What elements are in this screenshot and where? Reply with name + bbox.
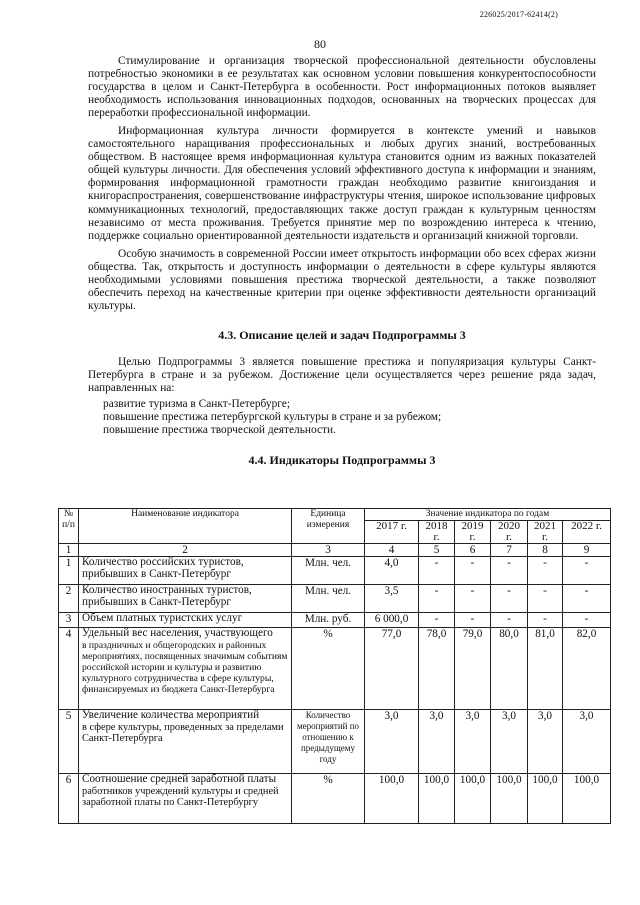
value-cell: 3,0 [365,710,419,774]
index-cell: 5 [419,544,455,557]
value-cell: 82,0 [563,628,611,710]
table-row [59,613,611,628]
section-heading-4-3: 4.3. Описание целей и задач Подпрограммы 3 [218,327,466,342]
index-cell: 4 [365,544,419,557]
table-index-row [59,544,611,557]
indicator-unit: Млн. чел. [292,585,365,613]
value-cell: - [528,557,563,585]
paragraph: Информационная культура личности формируется в контексте умений и навыков самостоятельного наращивания профессиональных и любых других знаний, востребованных обществом. В настоящее время информационная культура становится одним из важных показателей общей культуры личности. Для обеспечения условий эффективного доступа к информации и знаниям, формирования информационной грамотности граждан необходимо развитие книгоиздания и книгораспространения, совершенствование инфраструктуры чтения, широкое использование цифровых коммуникационных технологий, предоставляющих также доступ граждан к культурным ценностям независимо от места проживания. Требуется принятие мер по возрождению интереса к чтению, поддержке социально ориентированной деятельности издательств и организаций книжной торговли. [88,125,596,242]
table-row [59,774,611,824]
value-cell: 3,0 [455,710,491,774]
header-year: 2019 г. [455,521,491,544]
page-body [88,55,596,473]
value-cell: 6 000,0 [365,613,419,628]
task-item: повышение престижа петербургской культуры в стране и за рубежом; [103,411,442,424]
value-cell: - [563,613,611,628]
table-row [59,585,611,613]
header-values: Значение индикатора по годам [365,509,611,521]
value-cell: 81,0 [528,628,563,710]
value-cell: 3,0 [563,710,611,774]
index-cell: 6 [455,544,491,557]
section-heading-4-4: 4.4. Индикаторы Подпрограммы 3 [248,453,436,468]
document-id: 226025/2017-62414(2) [479,10,558,19]
indicator-name-continued: работников учреждений культуры и средней заработной платы по Санкт-Петербургу [82,785,279,809]
indicator-name-continued: в праздничных и общегородских и районных мероприятиях, посвященных значимым событиям российской истории и культуры и развитию культурного сотрудничества в сфере культуры, финансируемых из бюджета Санкт-Петербурга [82,639,288,696]
header-unit: Единица измерения [292,509,365,544]
value-cell: 3,0 [419,710,455,774]
paragraph: Стимулирование и организация творческой профессиональной деятельности обусловлены потребностью экономики в ее результатах как основном условии повышения конкурентоспособности государства в целом и Санкт-Петербурга в особенности. Рост информационных потоков выявляет необходимость использования инновационных подходов, основанных на творческих процессах для переработки профессиональной информации. [88,55,596,120]
value-cell: - [455,613,491,628]
value-cell: 4,0 [365,557,419,585]
indicator-name [79,628,292,710]
header-year: 2020 г. [491,521,528,544]
table-header-row [59,509,611,521]
indicator-name: Количество иностранных туристов, прибывших в Санкт-Петербург [79,585,292,613]
task-item: развитие туризма в Санкт-Петербурге; [103,398,291,411]
value-cell: 80,0 [491,628,528,710]
value-cell: - [419,557,455,585]
value-cell: - [491,585,528,613]
indicator-name-line: Удельный вес населения, участвующего [82,627,273,639]
value-cell: 100,0 [455,774,491,824]
indicator-unit: Количество мероприятий по отношению к предыдущему году [292,710,365,774]
paragraph: Особую значимость в современной России имеет открытость информации обо всех сферах жизни общества. Так, открытость и доступность информации о деятельности в сфере культуры являются необходимыми условиями повышения престижа творческой деятельности, а также позволяют обеспечить переход на качественные критерии при оценке эффективности деятельности организаций культуры. [88,247,596,312]
value-cell: - [419,585,455,613]
index-cell: 3 [292,544,365,557]
value-cell: - [419,613,455,628]
indicator-unit: % [292,628,365,710]
header-name: Наименование индикатора [79,509,292,544]
indicator-name: Объем платных туристских услуг [79,613,292,628]
indicator-unit: % [292,774,365,824]
value-cell: 100,0 [491,774,528,824]
indicator-name-line: Увеличение количества мероприятий [82,709,260,721]
value-cell: - [528,613,563,628]
value-cell: 100,0 [563,774,611,824]
index-cell: 8 [528,544,563,557]
row-number: 2 [59,585,79,613]
value-cell: - [455,557,491,585]
row-number: 3 [59,613,79,628]
value-cell: - [563,585,611,613]
index-cell: 9 [563,544,611,557]
index-cell: 2 [79,544,292,557]
indicator-name [79,774,292,824]
header-year: 2018 г. [419,521,455,544]
task-list [88,398,596,437]
index-cell: 7 [491,544,528,557]
value-cell: 3,5 [365,585,419,613]
page-number: 80 [314,37,326,51]
row-number: 6 [59,774,79,824]
indicator-name-line: Соотношение средней заработной платы [82,773,277,785]
goal-paragraph: Целью Подпрограммы 3 является повышение престижа и популяризация культуры Санкт-Петербурга в стране и за рубежом. Достижение цели осуществляется через решение ряда задач, направленных на: [88,355,596,394]
value-cell: 3,0 [528,710,563,774]
table-row [59,628,611,710]
table-row [59,710,611,774]
row-number: 1 [59,557,79,585]
header-year: 2017 г. [365,521,419,544]
indicator-name-continued: в сфере культуры, проведенных за пределами Санкт-Петербурга [82,721,284,745]
value-cell: 79,0 [455,628,491,710]
value-cell: - [563,557,611,585]
value-cell: 100,0 [365,774,419,824]
header-year: 2021 г. [528,521,563,544]
value-cell: 100,0 [419,774,455,824]
row-number: 4 [59,628,79,710]
header-year: 2022 г. [563,521,611,544]
header-no: № п/п [59,509,79,544]
indicators-table [58,508,611,824]
table-row [59,557,611,585]
value-cell: - [491,613,528,628]
indicator-name [79,710,292,774]
indicator-unit: Млн. руб. [292,613,365,628]
indicator-unit: Млн. чел. [292,557,365,585]
index-cell: 1 [59,544,79,557]
value-cell: 78,0 [419,628,455,710]
task-item: повышение престижа творческой деятельности. [103,424,336,437]
indicator-name: Количество российских туристов, прибывших в Санкт-Петербург [79,557,292,585]
row-number: 5 [59,710,79,774]
value-cell: 3,0 [491,710,528,774]
value-cell: - [455,585,491,613]
value-cell: - [491,557,528,585]
value-cell: 77,0 [365,628,419,710]
value-cell: - [528,585,563,613]
value-cell: 100,0 [528,774,563,824]
